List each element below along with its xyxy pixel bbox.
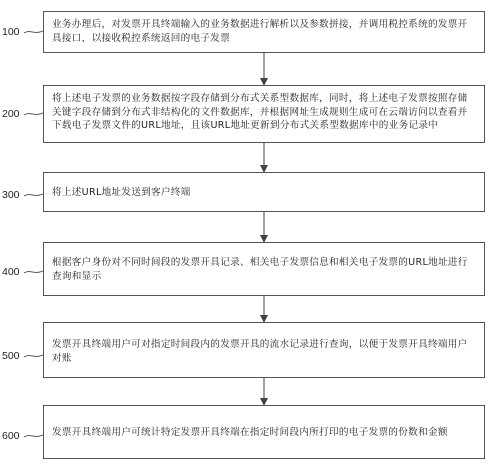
step-text-400: 根据客户身份对不同时间段的发票开具记录、相关电子发票信息和相关电子发票的URL地址进行查询和显示 [52,257,468,282]
step-number-300: 300 [2,189,20,201]
leader-line-200 [24,113,43,115]
step-box-300 [43,172,485,212]
step-number-500: 500 [2,350,20,362]
step-text-200: 将上述电子发票的业务数据按字段存储到分布式关系型数据库，同时，将上述电子发票按照存储关键字段存储到分布式非结构化的文件数据库，并根据网址生成规则生成可在云端访问以查看并下载电子发票文件的URL地址，且该URL地址更新到分布式关系型数据库中的业务记录中 [52,93,468,131]
step-box-500 [43,322,485,378]
step-number-400: 400 [2,266,20,278]
step-number-600: 600 [2,430,20,442]
step-text-500: 发票开具终端用户可对指定时间段内的发票开具的流水记录进行查询，以便于发票开具终端用户对账 [52,339,468,364]
step-box-600 [43,405,485,459]
step-text-300: 将上述URL地址发送到客户终端 [52,187,191,198]
step-box-200 [43,85,485,143]
leader-line-500 [24,355,43,357]
step-number-100: 100 [2,26,20,38]
leader-line-400 [24,271,43,273]
step-box-400 [43,242,485,296]
step-text-100: 业务办理后，对发票开具终端输入的业务数据进行解析以及参数拼接，并调用税控系统的发票开具接口，以接收税控系统返回的电子发票 [52,19,468,44]
leader-line-600 [24,435,43,437]
step-number-200: 200 [2,108,20,120]
leader-line-300 [24,194,43,196]
step-box-100 [43,11,485,53]
step-text-600: 发票开具终端用户可统计特定发票开具终端在指定时间段内所打印的电子发票的份数和金额 [52,427,448,438]
leader-line-100 [24,31,43,33]
